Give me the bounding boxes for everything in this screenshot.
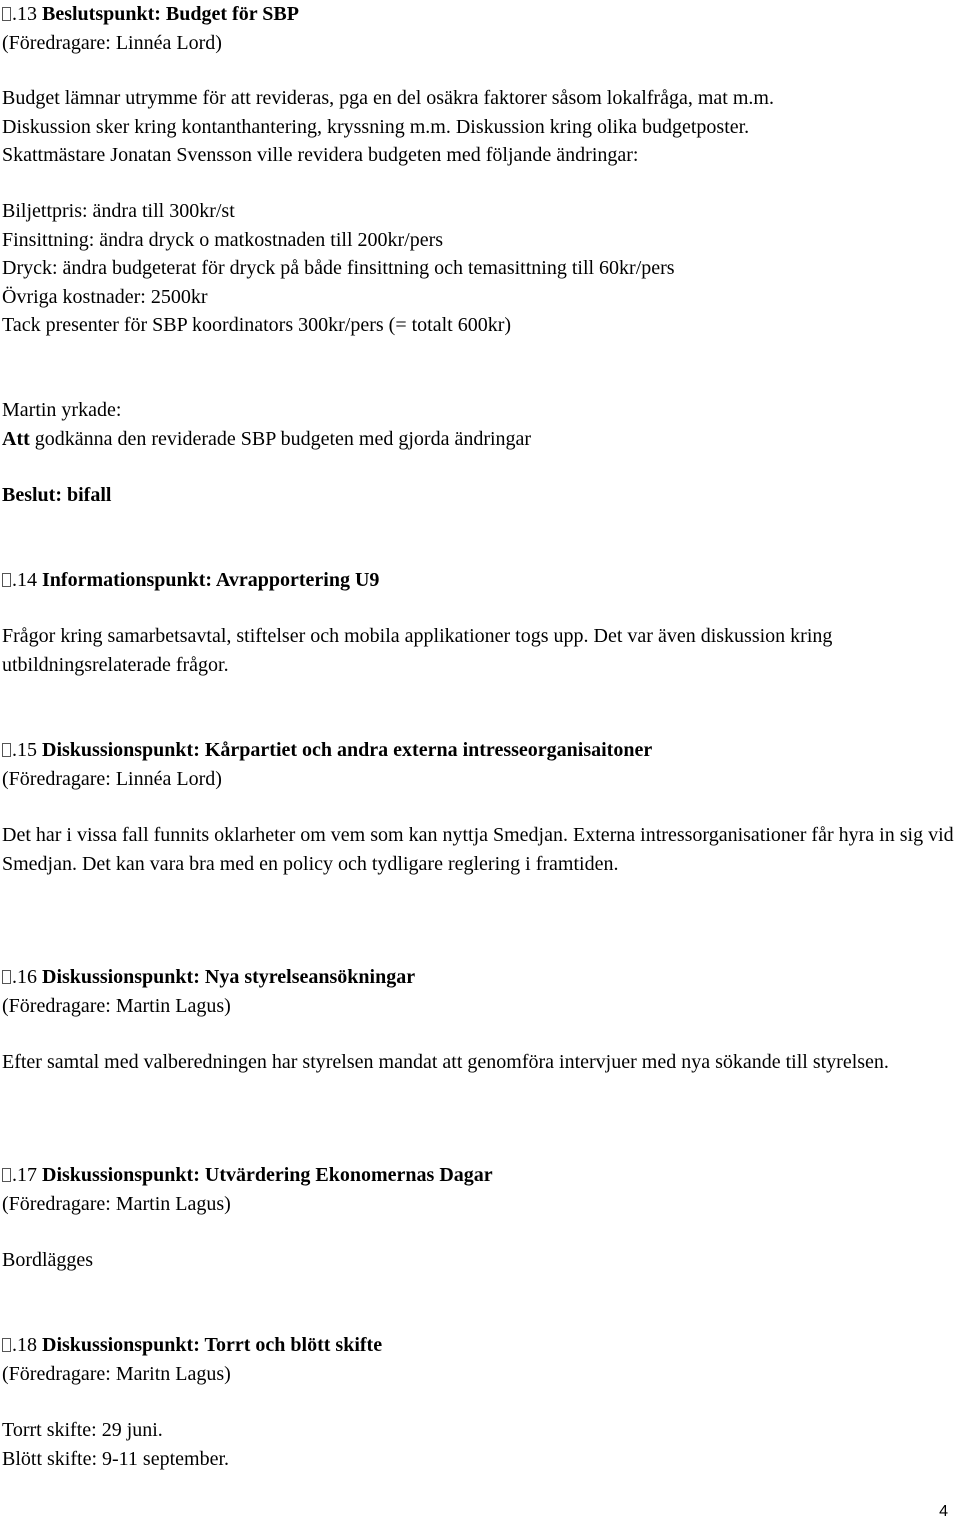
section-heading: .13 Beslutspunkt: Budget för SBP <box>2 0 957 29</box>
section-heading: .14 Informationspunkt: Avrapportering U9 <box>2 566 957 595</box>
section-17 <box>2 1161 957 1218</box>
paragraph-line: Diskussion sker kring kontanthantering, kryssning m.m. Diskussion kring olika budgetposter. <box>2 115 750 138</box>
paragraph-line: Skattmästare Jonatan Svensson ville revidera budgeten med följande ändringar: <box>2 144 639 166</box>
paragraph: Frågor kring samarbetsavtal, stiftelser och mobila applikationer togs upp. Det var även diskussion kring utbildningsrelaterade frågor. <box>2 625 833 676</box>
section-18-body <box>2 1416 957 1473</box>
section-15 <box>2 736 957 793</box>
list-item: Tack presenter för SBP koordinators 300kr/pers (= totalt 600kr) <box>2 314 512 336</box>
section-marker-icon <box>2 743 11 757</box>
motion <box>2 396 957 453</box>
section-16-body <box>2 1048 957 1077</box>
section-15-body <box>2 821 957 878</box>
presenter: (Föredragare: Martin Lagus) <box>2 1192 231 1215</box>
budget-changes-list <box>2 197 957 340</box>
paragraph: Bordlägges <box>2 1249 94 1271</box>
list-item: Övriga kostnader: 2500kr <box>2 285 208 308</box>
list-item: Dryck: ändra budgeterat för dryck på både finsittning och temasittning till 60kr/pers <box>2 257 675 279</box>
section-marker-icon <box>2 1338 11 1352</box>
section-13 <box>2 0 957 57</box>
section-14-body <box>2 622 957 679</box>
list-item: Finsittning: ändra dryck o matkostnaden till 200kr/pers <box>2 228 444 251</box>
presenter: (Föredragare: Martin Lagus) <box>2 994 231 1017</box>
section-17-body <box>2 1246 957 1275</box>
paragraph: Efter samtal med valberedningen har styrelsen mandat att genomföra intervjuer med nya sökande till styrelsen. <box>2 1051 889 1073</box>
section-14 <box>2 566 957 595</box>
decision: Beslut: bifall <box>2 484 112 506</box>
motion-text: Att godkänna den reviderade SBP budgeten med gjorda ändringar <box>2 427 532 450</box>
presenter: (Föredragare: Linnéa Lord) <box>2 31 222 54</box>
section-marker-icon <box>2 573 11 587</box>
paragraph-line: Torrt skifte: 29 juni. <box>2 1419 163 1441</box>
paragraph: Det har i vissa fall funnits oklarheter om vem som kan nyttja Smedjan. Externa intressorganisationer får hyra in sig vid Smedjan. Det kan vara bra med en policy och tydligare reglering i framtiden. <box>2 824 954 875</box>
section-heading: .16 Diskussionspunkt: Nya styrelseansökningar <box>2 963 957 992</box>
section-18 <box>2 1331 957 1388</box>
motion-by: Martin yrkade: <box>2 399 122 421</box>
page-number: 4 <box>939 1503 948 1520</box>
presenter: (Föredragare: Maritn Lagus) <box>2 1362 231 1385</box>
section-13-intro <box>2 84 957 170</box>
presenter: (Föredragare: Linnéa Lord) <box>2 767 222 790</box>
section-marker-icon <box>2 7 11 21</box>
section-marker-icon <box>2 1168 11 1182</box>
section-heading: .15 Diskussionspunkt: Kårpartiet och andra externa intresseorganisaitoner <box>2 736 957 765</box>
section-heading: .17 Diskussionspunkt: Utvärdering Ekonomernas Dagar <box>2 1161 957 1190</box>
paragraph-line: Blött skifte: 9-11 september. <box>2 1447 230 1470</box>
paragraph-line: Budget lämnar utrymme för att revideras, pga en del osäkra faktorer såsom lokalfråga, mat m.m. <box>2 87 774 109</box>
section-16 <box>2 963 957 1020</box>
section-heading: .18 Diskussionspunkt: Torrt och blött skifte <box>2 1331 957 1360</box>
list-item: Biljettpris: ändra till 300kr/st <box>2 200 235 222</box>
section-marker-icon <box>2 970 11 984</box>
